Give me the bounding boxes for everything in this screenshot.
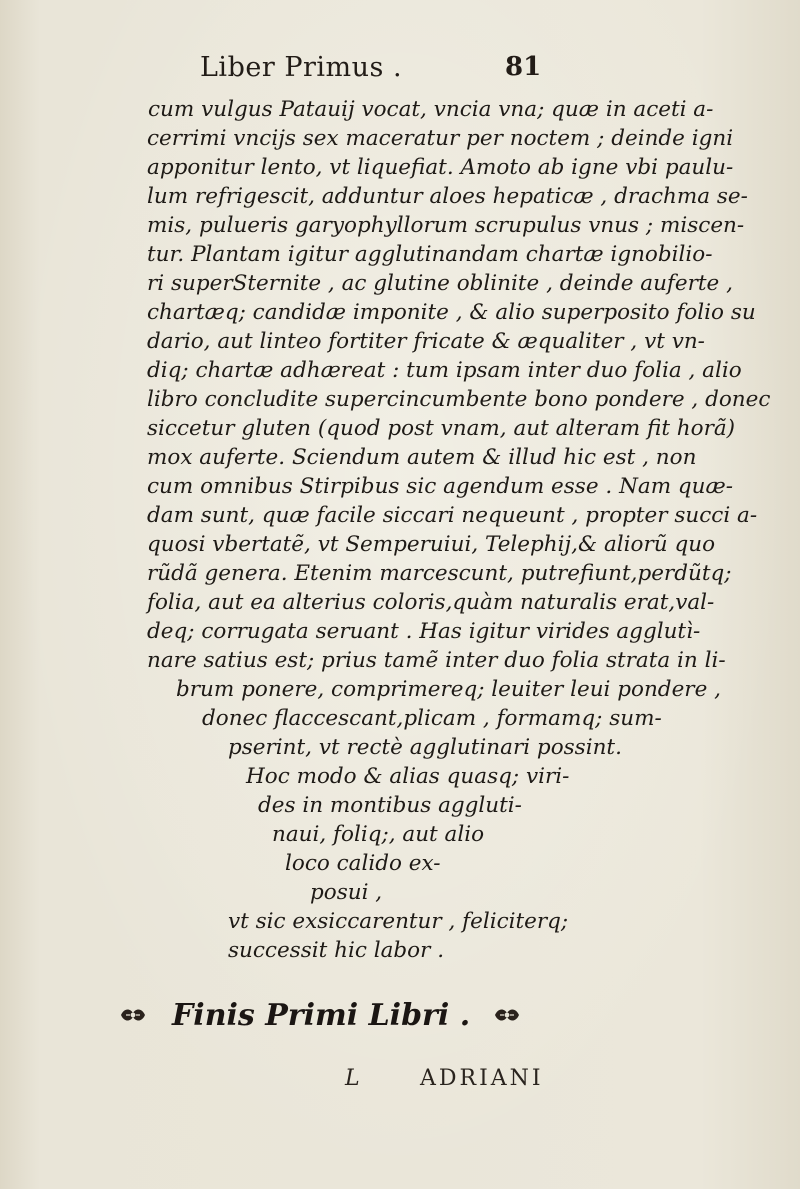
text-line: posui , <box>310 880 383 905</box>
text-line: mis, pulueris garyophyllorum scrupulus vnus ; miscen- <box>147 213 745 238</box>
text-line: nare satius est; prius tamẽ inter duo folia strata in li- <box>147 648 726 673</box>
text-line: successit hic labor . <box>228 938 445 963</box>
text-line: Hoc modo & alias quasq; viri- <box>246 764 570 789</box>
text-line: folia, aut ea alterius coloris,quàm naturalis erat,val- <box>147 590 715 615</box>
text-line: pserint, vt rectè agglutinari possint. <box>228 735 622 760</box>
signature-mark: L <box>345 1066 360 1091</box>
text-line: siccetur gluten (quod post vnam, aut alteram fit horã) <box>147 416 736 441</box>
text-line: apponitur lento, vt liquefiat. Amoto ab igne vbi paulu- <box>147 155 734 180</box>
finis-heading: Finis Primi Libri . <box>172 998 471 1033</box>
text-line: cum vulgus Patauij vocat, vncia vna; quæ in aceti a- <box>148 97 714 122</box>
page-number: 81 <box>505 52 542 82</box>
text-line: brum ponere, comprimereq; leuiter leui pondere , <box>176 677 721 702</box>
text-line: libro concludite supercincumbente bono pondere , donec <box>147 387 771 412</box>
text-line: dam sunt, quæ facile siccari nequeunt , propter succi a- <box>147 503 758 528</box>
catchword: ADRIANI <box>420 1066 544 1091</box>
text-line: chartæq; candidæ imponite , & alio superposito folio su <box>147 300 756 325</box>
text-line: rũdã genera. Etenim marcescunt, putrefiunt,perdũtq; <box>147 561 732 586</box>
text-line: naui, foliq;, aut alio <box>272 822 485 847</box>
fleuron-right-icon <box>492 1004 522 1026</box>
text-line: diq; chartæ adhæreat : tum ipsam inter duo folia , alio <box>147 358 742 383</box>
running-head: Liber Primus . <box>200 52 403 83</box>
text-line: quosi vbertatẽ, vt Semperuiui, Telephij,& aliorũ quo <box>147 532 716 557</box>
text-line: cum omnibus Stirpibus sic agendum esse . Nam quæ- <box>147 474 734 499</box>
text-line: vt sic exsiccarentur , feliciterq; <box>228 909 569 934</box>
text-line: tur. Plantam igitur agglutinandam chartæ ignobilio- <box>147 242 713 267</box>
text-line: deq; corrugata seruant . Has igitur virides agglutì- <box>147 619 701 644</box>
text-line: dario, aut linteo fortiter fricate & æqualiter , vt vn- <box>147 329 705 354</box>
text-line: des in montibus aggluti- <box>258 793 522 818</box>
text-line: cerrimi vncijs sex maceratur per noctem ; deinde igni <box>147 126 734 151</box>
text-line: mox auferte. Sciendum autem & illud hic est , non <box>147 445 697 470</box>
text-line: loco calido ex- <box>285 851 441 876</box>
fleuron-left-icon <box>118 1004 148 1026</box>
text-line: lum refrigescit, adduntur aloes hepaticæ , drachma se- <box>147 184 748 209</box>
text-line: ri superSternite , ac glutine oblinite , deinde auferte , <box>147 271 733 296</box>
text-line: donec flaccescant,plicam , formamq; sum- <box>202 706 662 731</box>
